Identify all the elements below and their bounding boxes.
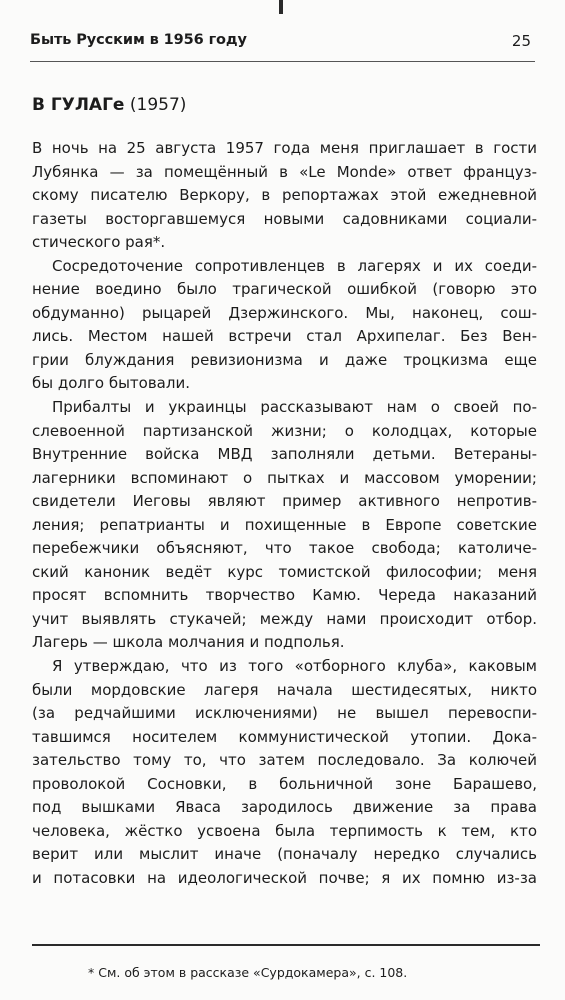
text-line: В ночь на 25 августа 1957 года меня приглашает в гости: [32, 139, 537, 157]
text-line: Внутренние войска МВД заполняли детьми. Ветераны-: [32, 445, 537, 464]
text-line: и потасовки на идеологической почве; я их помню из-за: [32, 868, 537, 887]
text-line: Сосредоточение сопротивленцев в лагерях и их соеди-: [52, 256, 537, 275]
text-line: обдуманно) рыцарей Дзержинского. Мы, наконец, сош-: [32, 303, 537, 322]
text-line: Лубянка — за помещённый в «Le Monde» ответ француз-: [32, 162, 537, 181]
text-line: бы долго бытовали.: [32, 374, 190, 393]
text-line: лись. Местом нашей встречи стал Архипелаг. Без Вен-: [32, 327, 537, 346]
text-line: (за редчайшими исключениями) не вышел перевоспи-: [32, 704, 537, 723]
text-line: зательство тому то, что затем последовало. За колючей: [32, 751, 537, 770]
text-line: Прибалты и украинцы рассказывают нам о своей по-: [52, 398, 537, 417]
text-line: ский каноник ведёт курс томистской философии; меня: [32, 562, 537, 581]
section-title-main: В ГУЛАГе: [32, 95, 125, 115]
text-line: нение воедино было трагической ошибкой (говорю это: [32, 280, 537, 299]
text-line: грии блуждания ревизионизма и даже троцкизма еще: [32, 350, 537, 369]
text-line: ления; репатрианты и похищенные в Европе советские: [32, 515, 537, 534]
text-line: газеты восторгавшемуся новыми садовниками социали-: [32, 209, 537, 228]
text-line: Я утверждаю, что из того «отборного клуба», каковым: [52, 657, 537, 676]
section-title-year: (1957): [129, 95, 187, 115]
page-number: 25: [511, 32, 531, 50]
text-line: тавшимся носителем коммунистической утопии. Дока-: [32, 727, 537, 746]
top-binding-mark: [279, 0, 283, 14]
text-line: стического рая*.: [32, 233, 166, 252]
text-line: были мордовские лагеря начала шестидесятых, никто: [32, 680, 537, 699]
text-line: слевоенной партизанской жизни; о колодцах, которые: [32, 421, 537, 440]
text-line: верит или мыслит иначе (поначалу нередко случались: [32, 845, 537, 864]
footnote: * См. об этом в рассказе «Сурдокамера», с. 108.: [88, 965, 408, 980]
text-line: Лагерь — школа молчания и подполья.: [32, 633, 345, 652]
text-line: просят вспомнить творчество Камю. Череда наказаний: [32, 586, 537, 605]
text-line: перебежчики объясняют, что такое свобода; католиче-: [32, 539, 537, 558]
text-line: свидетели Иеговы являют пример активного непротив-: [32, 492, 537, 511]
header-rule: [30, 61, 535, 62]
running-head: [30, 32, 531, 54]
footnote-rule: [32, 944, 540, 946]
text-line: скому писателю Веркору, в репортажах этой ежедневной: [32, 186, 537, 205]
text-line: проволокой Сосновки, в больничной зоне Барашево,: [32, 774, 537, 793]
running-head-title: Быть Русским в 1956 году: [30, 32, 247, 48]
text-line: учит выявлять стукачей; между нами происходит отбор.: [32, 609, 537, 628]
text-line: лагерники вспоминают о пытках и массовом уморении;: [32, 468, 537, 487]
section-title: [32, 95, 186, 115]
body-text: [32, 137, 537, 891]
text-line: человека, жёстко усвоена была терпимость к тем, кто: [32, 821, 537, 840]
text-line: под вышками Яваса зародилось движение за права: [32, 798, 537, 817]
